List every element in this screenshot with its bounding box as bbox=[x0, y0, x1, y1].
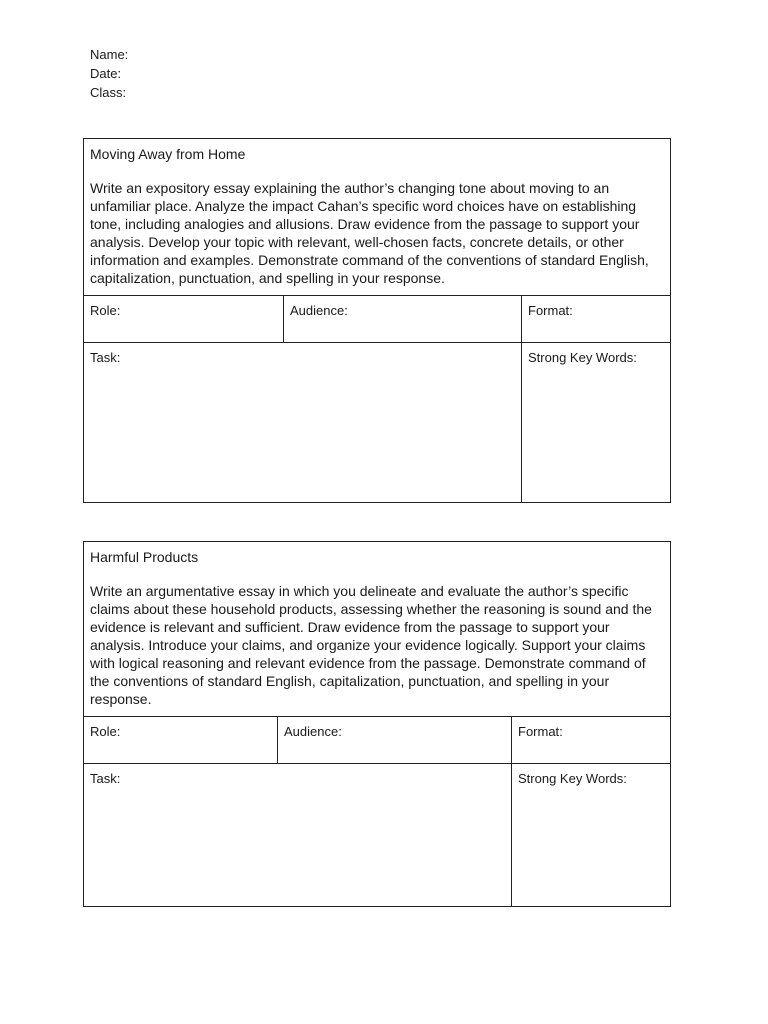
prompt-card-harmful-products bbox=[83, 541, 671, 907]
task-row bbox=[84, 343, 670, 502]
task-cell[interactable] bbox=[84, 764, 511, 906]
key-words-label: Strong Key Words: bbox=[518, 771, 627, 786]
student-info-header bbox=[90, 45, 128, 102]
raft-row bbox=[84, 296, 670, 343]
role-label: Role: bbox=[90, 724, 121, 739]
role-cell[interactable] bbox=[84, 296, 283, 342]
audience-cell[interactable] bbox=[277, 717, 511, 763]
audience-label: Audience: bbox=[290, 303, 348, 318]
format-label: Format: bbox=[528, 303, 573, 318]
class-label: Class: bbox=[90, 85, 127, 100]
key-words-label: Strong Key Words: bbox=[528, 350, 637, 365]
task-cell[interactable] bbox=[84, 343, 521, 502]
task-label: Task: bbox=[90, 350, 121, 365]
raft-row bbox=[84, 717, 670, 764]
format-label: Format: bbox=[518, 724, 563, 739]
prompt-title: Harmful Products bbox=[90, 549, 199, 565]
prompt-card-moving-away bbox=[83, 138, 671, 503]
key-words-cell[interactable] bbox=[511, 764, 670, 906]
task-row bbox=[84, 764, 670, 906]
prompt-section bbox=[84, 139, 670, 296]
date-label: Date: bbox=[90, 66, 122, 81]
prompt-description: Write an argumentative essay in which you delineate and evaluate the author’s specific claims about these household products, assessing whether the reasoning is sound and the evidence is relevant and sufficient. Draw evidence from the passage to support your analysis. Introduce your claims, and organize your evidence logically. Support your claims with logical reasoning and relevant evidence from the passage. Demonstrate command of the conventions of standard English, capitalization, punctuation, and spelling in your response. bbox=[90, 583, 652, 707]
audience-cell[interactable] bbox=[283, 296, 521, 342]
format-cell[interactable] bbox=[521, 296, 670, 342]
prompt-title: Moving Away from Home bbox=[90, 146, 246, 162]
format-cell[interactable] bbox=[511, 717, 670, 763]
role-label: Role: bbox=[90, 303, 121, 318]
prompt-section bbox=[84, 542, 670, 717]
name-label: Name: bbox=[90, 47, 129, 62]
prompt-description: Write an expository essay explaining the author’s changing tone about moving to an unfamiliar place. Analyze the impact Cahan’s specific word choices have on establishing tone, including analogies and allusions. Draw evidence from the passage to support your analysis. Develop your topic with relevant, well-chosen facts, concrete details, or other information and examples. Demonstrate command of the conventions of standard English, capitalization, punctuation, and spelling in your response. bbox=[90, 180, 649, 286]
task-label: Task: bbox=[90, 771, 121, 786]
role-cell[interactable] bbox=[84, 717, 277, 763]
key-words-cell[interactable] bbox=[521, 343, 670, 502]
audience-label: Audience: bbox=[284, 724, 342, 739]
